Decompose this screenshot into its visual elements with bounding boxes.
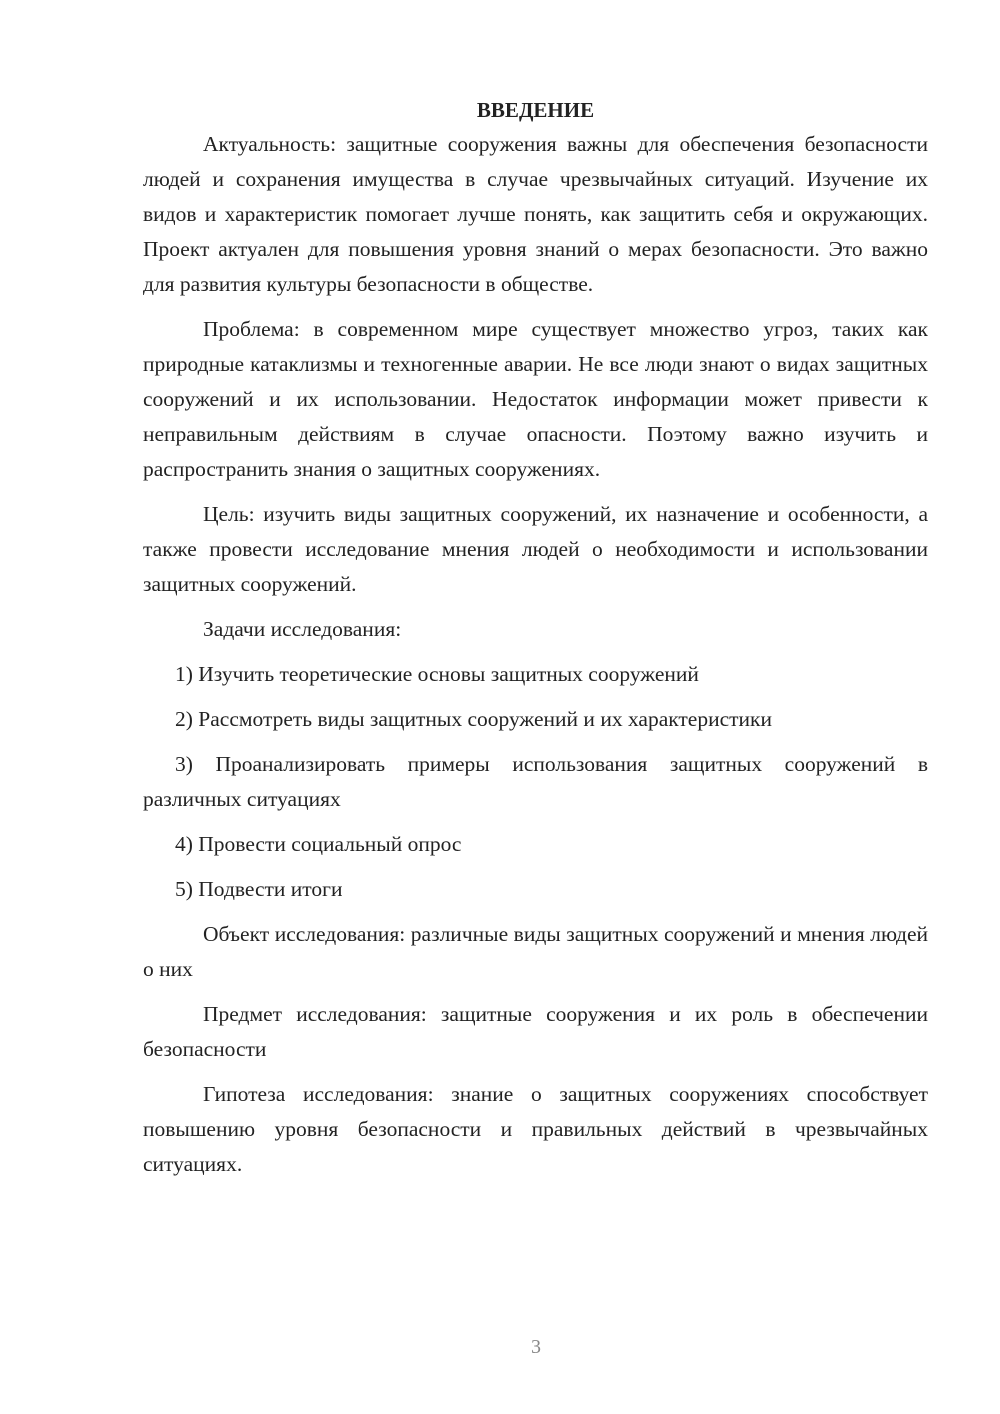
paragraph-hypothesis: Гипотеза исследования: знание о защитных сооружениях способствует повышению уровня безопасности и правильных действий в чрезвычайных ситуациях. (143, 1082, 928, 1176)
list-item: 2) Рассмотреть виды защитных сооружений и их характеристики (175, 707, 773, 731)
list-item: 5) Подвести итоги (175, 877, 343, 901)
list-item: 1) Изучить теоретические основы защитных сооружений (175, 662, 699, 686)
list-item: 4) Провести социальный опрос (175, 832, 462, 856)
paragraph-relevance: Актуальность: защитные сооружения важны для обеспечения безопасности людей и сохранения имущества в случае чрезвычайных ситуаций. Изучение их видов и характеристик помогает лучше понять, как защитить себя и окружающих. Проект актуален для повышения уровня знаний о мерах безопасности. Это важно для развития культуры безопасности в обществе. (143, 132, 928, 296)
page-title: ВВЕДЕНИЕ (476, 98, 595, 122)
paragraph-goal: Цель: изучить виды защитных сооружений, их назначение и особенности, а также провести исследование мнения людей о необходимости и использовании защитных сооружений. (143, 502, 928, 596)
page-number: 3 (531, 1336, 541, 1358)
list-item: 3) Проанализировать примеры использования защитных сооружений в различных ситуациях (143, 752, 928, 811)
paragraph-problem: Проблема: в современном мире существует множество угроз, таких как природные катаклизмы и техногенные аварии. Не все люди знают о видах защитных сооружений и их использовании. Недостаток информации может привести к неправильным действиям в случае опасности. Поэтому важно изучить и распространить знания о защитных сооружениях. (143, 317, 928, 481)
paragraph-tasks-heading: Задачи исследования: (203, 617, 402, 641)
document-page (143, 93, 928, 1182)
paragraph-object: Объект исследования: различные виды защитных сооружений и мнения людей о них (143, 922, 928, 981)
paragraph-subject: Предмет исследования: защитные сооружения и их роль в обеспечении безопасности (143, 1002, 928, 1061)
